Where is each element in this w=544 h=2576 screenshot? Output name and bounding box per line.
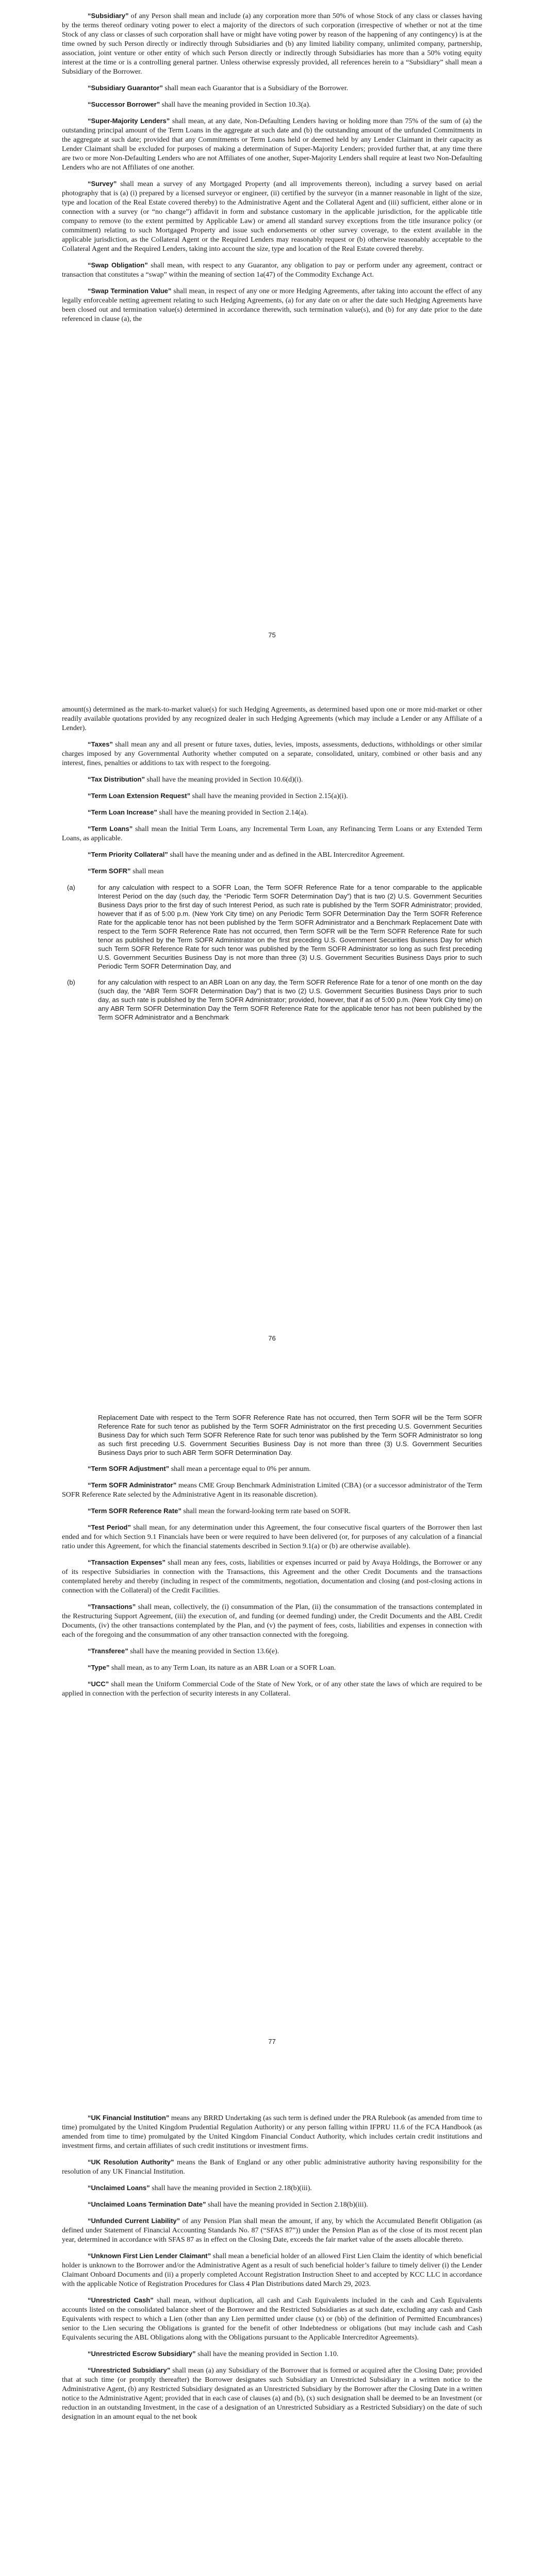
- definition-paragraph: [62, 261, 482, 279]
- definition-paragraph: [62, 867, 482, 876]
- subclause: [62, 978, 482, 1022]
- defined-term: “UK Financial Institution”: [88, 2114, 170, 2122]
- defined-term: “Successor Borrower”: [88, 100, 160, 108]
- defined-term: “Test Period”: [88, 1523, 131, 1531]
- definition-paragraph: [62, 2251, 482, 2289]
- definition-text: shall mean, with respect to any Guarantor, any obligation to pay or perform under any agreement, contract or transaction that constitutes a “swap” within the meaning of section 1a(47) of the Commodity Exchange Act.: [62, 262, 483, 279]
- page-78-content: [62, 2113, 482, 2429]
- definition-text: shall have the meaning provided in Section 2.18(b)(iii).: [206, 2201, 368, 2209]
- defined-term: “Subsidiary”: [88, 12, 129, 20]
- definition-paragraph: [62, 100, 482, 109]
- defined-term: “Taxes”: [88, 740, 113, 748]
- defined-term: “Term SOFR Reference Rate”: [88, 1507, 182, 1515]
- definition-text: shall mean a survey of any Mortgaged Property (and all improvements thereon), including a survey based on aerial photography that is (a) (i) prepared by a licensed surveyor or engineer, (ii) certified by the surveyor (in a manner reasonable in light of the size, type and location of the Real Estate covered thereby) to the Administrative Agent and the Collateral Agent and (iii) sufficient, either alone or in connection with a survey (or “no change”) affidavit in form and substance customary in the applicable jurisdiction, for the applicable title company to remove (to the extent permitted by Applicable Law) or amend all standard survey exceptions from the title insurance policy (or commitment) relating to such Mortgaged Property and issue such endorsements or other survey coverage, to the extent available in the applicable jurisdiction, as the Collateral Agent or the Required Lenders may reasonably request or (b) otherwise reasonably acceptable to the Collateral Agent and the Required Lenders, taking into account the size, type and location of the Real Estate covered thereby.: [62, 180, 482, 253]
- defined-term: “Unknown First Lien Lender Claimant”: [88, 2252, 211, 2260]
- page-76-content: [62, 705, 482, 1029]
- page-75-content: [62, 11, 482, 331]
- definition-text: means CME Group Benchmark Administration Limited (CBA) (or a successor administrator of the Term SOFR Reference Rate selected by the Administrative Agent in its reasonable discretion).: [62, 1482, 482, 1499]
- defined-term: “Unrestricted Cash”: [88, 2296, 154, 2304]
- page-number: 77: [268, 2038, 276, 2045]
- definition-paragraph: [62, 1558, 482, 1595]
- defined-term: “UCC”: [88, 1680, 109, 1688]
- definition-paragraph: [62, 824, 482, 843]
- definition-text: shall mean any fees, costs, liabilities or expenses incurred or paid by Avaya Holdings, the Borrower or any of its respective Subsidiaries in connection with the Transactions, this Agreement and the other Credit Documents and the transactions contemplated hereby and thereby (including in respect of the commitments, negotiation, documentation and closing (and post-closing actions in connection with the Collateral) of the Credit Facilities.: [62, 1559, 483, 1595]
- subclause-label: (a): [67, 884, 75, 891]
- definition-text: shall have the meaning provided in Section 2.14(a).: [157, 809, 308, 817]
- definition-text: shall mean, collectively, the (i) consummation of the Plan, (ii) the consummation of the transactions contemplated in the Restructuring Support Agreement, (iii) the execution of, and funding (or deemed funding) under, the Credit Documents and the ABL Credit Documents, (iv) the other transactions contemplated by the Plan, and (v) the payment of fees, costs, liabilities and expenses in connection with each of the foregoing and the consummation of any other transaction connected with the foregoing.: [62, 1603, 482, 1639]
- subclause-text: Replacement Date with respect to the Term SOFR Reference Rate has not occurred, then Term SOFR will be the Term SOFR Reference Rate for such tenor as published by the Term SOFR Administrator on the first preceding U.S. Government Securities Business Day for which such Term SOFR Reference Rate for such tenor was published by the Term SOFR Administrator so long as such first preceding U.S. Government Securities Business Day is not more than three (3) U.S. Government Securities Business Days prior to such ABR Term SOFR Determination Day.: [98, 1414, 482, 1456]
- definition-paragraph: [62, 83, 482, 93]
- definition-paragraph: [62, 116, 482, 172]
- page-number: 75: [268, 631, 276, 639]
- definition-text: shall mean any and all present or future taxes, duties, levies, imposts, assessments, deductions, withholdings or other similar charges imposed by any Governmental Authority whether computed on a separate, consolidated, unitary, combined or other basis and any interest, fines, penalties or additions to tax with respect to the foregoing.: [62, 741, 482, 767]
- defined-term: “Unfunded Current Liability”: [88, 2217, 180, 2225]
- defined-term: “Super-Majority Lenders”: [88, 117, 170, 125]
- definition-text: of any Person shall mean and include (a) any corporation more than 50% of whose Stock of any class or classes having by the terms thereof ordinary voting power to elect a majority of the directors of such corporation (irrespective of whether or not at the time Stock of any class or classes of such corporation shall have or might have voting power by reason of the happening of any contingency) is at the time owned by such Person directly or indirectly through Subsidiaries and (b) any limited liability company, unlimited company, partnership, association, joint venture or other entity of which such Person directly or indirectly through Subsidiaries has more than a 50% voting equity interest at the time or is a controlling general partner. Unless otherwise expressly provided, all references herein to a “Subsidiary” shall mean a Subsidiary of the Borrower.: [62, 12, 482, 76]
- defined-term: “Term Loans”: [88, 825, 133, 833]
- definition-text: shall mean: [130, 868, 164, 875]
- defined-term: “Term Priority Collateral”: [88, 851, 168, 858]
- definition-text: amount(s) determined as the mark-to-market value(s) for such Hedging Agreements, as determined based upon one or more mid-market or other readily available quotations provided by any recognized dealer in such Hedging Agreements (which may include a Lender or any Affiliate of a Lender).: [62, 706, 482, 732]
- definition-paragraph: [62, 2158, 482, 2176]
- definition-paragraph: [62, 2349, 482, 2359]
- definition-text: shall have the meaning provided in Section 2.18(b)(iii).: [150, 2184, 312, 2192]
- subclause-label: (b): [67, 978, 75, 986]
- defined-term: “Transferee”: [88, 1647, 128, 1655]
- definition-text: of any Pension Plan shall mean the amount, if any, by which the Accumulated Benefit Obligation (as defined under Statement of Financial Accounting Standards No. 87 (“SFAS 87”)) under the Pension Plan as of the close of its most recent plan year, determined in accordance with SFAS 87 as in effect on the Closing Date, exceeds the fair market value of the assets allocable thereto.: [62, 2217, 482, 2244]
- subclause-text: for any calculation with respect to an ABR Loan on any day, the Term SOFR Reference Rate for a tenor of one month on the day (such day, the “ABR Term SOFR Determination Day”) that is two (2) U.S. Government Securities Business Days prior to such day, as such rate is published by the Term SOFR Administrator; provided, however, that if as of 5:00 p.m. (New York City time) on any ABR Term SOFR Determination Day the Term SOFR Reference Rate for the applicable tenor has not been published by the Term SOFR Administrator and a Benchmark: [98, 978, 482, 1021]
- defined-term: “Term SOFR Adjustment”: [88, 1465, 170, 1472]
- definition-text: shall have the meaning provided in Section 2.15(a)(i).: [190, 792, 348, 800]
- definition-paragraph: [62, 2183, 482, 2193]
- definition-paragraph: [62, 705, 482, 733]
- definition-paragraph: [62, 2200, 482, 2209]
- defined-term: “Unclaimed Loans”: [88, 2184, 150, 2192]
- definition-paragraph: [62, 1647, 482, 1656]
- definition-paragraph: [62, 1602, 482, 1639]
- definition-paragraph: [62, 179, 482, 253]
- definition-paragraph: [62, 1464, 482, 1473]
- defined-term: “Tax Distribution”: [88, 775, 145, 783]
- defined-term: “Unrestricted Escrow Subsidiary”: [88, 2350, 196, 2358]
- defined-term: “Type”: [88, 1664, 110, 1671]
- definition-text: shall mean, as to any Term Loan, its nature as an ABR Loan or a SOFR Loan.: [109, 1664, 336, 1672]
- definition-text: means any BRRD Undertaking (as such term is defined under the PRA Rulebook (as amended from time to time) promulgated by the United Kingdom Prudential Regulation Authority) or any person falling within IFPRU 11.6 of the FCA Handbook (as amended from time to time) promulgated by the United Kingdom Financial Conduct Authority, which includes certain credit institutions and investment firms, and certain affiliates of such credit institutions or investment firms.: [62, 2114, 482, 2150]
- definition-paragraph: [62, 1523, 482, 1551]
- defined-term: “Survey”: [88, 180, 117, 188]
- definition-text: shall have the meaning provided in Section 10.3(a).: [160, 101, 311, 109]
- definition-text: shall mean, for any determination under this Agreement, the four consecutive fiscal quarters of the Borrower then last ended and for which Section 9.1 Financials have been or were required to have been delivered (or, for purposes of any calculation of a financial ratio under this Agreement, for which the financial statements described in Section 9.1(a) or (b) are otherwise available).: [62, 1524, 482, 1550]
- definition-paragraph: [62, 1506, 482, 1516]
- definition-paragraph: [62, 2113, 482, 2150]
- definition-paragraph: [62, 808, 482, 817]
- definition-text: shall mean, at any date, Non-Defaulting Lenders having or holding more than 75% of the sum of (a) the outstanding principal amount of the Term Loans in the aggregate at such date and (b) the outstanding amount of the unfunded Commitments in the aggregate at such date; provided that any Commitments or Term Loans held or deemed held by any Lender Claimant in their capacity as Lender Claimant shall be excluded for purposes of making a determination of Super-Majority Lenders; provided further that, at any time there are two or more Non-Defaulting Lenders who are not Affiliates of one another, Super-Majority Lenders shall require at least two Non-Defaulting Lenders who are not Affiliates of one another.: [62, 117, 482, 172]
- subclause: [62, 883, 482, 971]
- definition-paragraph: [62, 1663, 482, 1672]
- definition-text: shall have the meaning under and as defined in the ABL Intercreditor Agreement.: [168, 851, 405, 859]
- definition-paragraph: [62, 2296, 482, 2342]
- definition-paragraph: [62, 11, 482, 76]
- definition-text: means the Bank of England or any other public administrative authority having responsibility for the resolution of any UK Financial Institution.: [62, 2159, 483, 2176]
- definition-text: shall mean the Uniform Commercial Code of the State of New York, or of any other state the laws of which are required to be applied in connection with the perfection of security interests in any Collateral.: [62, 1681, 482, 1698]
- definition-paragraph: [62, 791, 482, 801]
- definition-text: shall mean the Initial Term Loans, any Incremental Term Loan, any Refinancing Term Loans or any Extended Term Loans, as applicable.: [62, 825, 483, 842]
- definition-paragraph: [62, 1481, 482, 1499]
- definition-paragraph: [62, 740, 482, 768]
- definition-text: shall have the meaning provided in Section 1.10.: [195, 2350, 339, 2358]
- defined-term: “Term SOFR”: [88, 867, 131, 875]
- definition-text: shall mean the forward-looking term rate based on SOFR.: [181, 1507, 351, 1515]
- definition-text: shall mean, without duplication, all cash and Cash Equivalents included in the cash and Cash Equivalents accounts listed on the consolidated balance sheet of the Borrower and the Restricted Subsidiaries as at such date, excluding any cash and Cash Equivalents with respect to which a Lien (other than any Lien permitted under clause (x) or (bb) of the definition of Permitted Encumbrances) senior to the Lien securing the Obligations is granted for the benefit of other Indebtedness or obligations (but may include cash and Cash Equivalents securing the ABL Obligations along with the Obligations pursuant to the Applicable Intercreditor Agreements).: [62, 2297, 482, 2342]
- defined-term: “UK Resolution Authority”: [88, 2158, 174, 2166]
- definition-paragraph: [62, 2216, 482, 2244]
- defined-term: “Unrestricted Subsidiary”: [88, 2366, 171, 2374]
- defined-term: “Transaction Expenses”: [88, 1558, 166, 1566]
- page-number: 76: [268, 1334, 276, 1342]
- defined-term: “Term Loan Increase”: [88, 808, 157, 816]
- defined-term: “Swap Termination Value”: [88, 287, 172, 295]
- definition-text: shall mean, in respect of any one or more Hedging Agreements, after taking into account the effect of any legally enforceable netting agreement relating to such Hedging Agreements, (a) for any date on or after the date such Hedging Agreements have been closed out and termination value(s) determined in accordance therewith, such termination value(s), and (b) for any date prior to the date referenced in clause (a), the: [62, 287, 482, 323]
- definition-paragraph: [62, 850, 482, 859]
- page-77-content: [62, 1413, 482, 1705]
- definition-paragraph: [62, 1680, 482, 1698]
- defined-term: “Transactions”: [88, 1603, 136, 1611]
- definition-text: shall mean each Guarantor that is a Subsidiary of the Borrower.: [162, 84, 349, 92]
- defined-term: “Term SOFR Administrator”: [88, 1481, 177, 1489]
- definition-paragraph: [62, 286, 482, 324]
- definition-text: shall have the meaning provided in Section 13.6(e).: [128, 1648, 279, 1655]
- definition-text: shall mean (a) any Subsidiary of the Borrower that is formed or acquired after the Closing Date; provided that at such time (or promptly thereafter) the Borrower designates such Subsidiary an Unrestricted Subsidiary in a written notice to the Administrative Agent, (b) any Restricted Subsidiary designated as an Unrestricted Subsidiary by the Borrower after the Closing Date in a written notice to the Administrative Agent; provided that in each case of clauses (a) and (b), (x) such designation shall be deemed to be an Investment (or reduction in an outstanding Investment, in the case of a designation of an Unrestricted Subsidiary as a Restricted Subsidiary) on the date of such designation in an amount equal to the net book: [62, 2367, 483, 2421]
- defined-term: “Term Loan Extension Request”: [88, 792, 191, 800]
- subclause-text: for any calculation with respect to a SOFR Loan, the Term SOFR Reference Rate for a tenor comparable to the applicable Interest Period on the day (such day, the “Periodic Term SOFR Determination Day”) that is two (2) U.S. Government Securities Business Days prior to the first day of such Interest Period, as such rate is published by the Term SOFR Administrator; provided, however that if as of 5:00 p.m. (New York City time) on any Periodic Term SOFR Determination Day the Term SOFR Reference Rate for the applicable tenor has not been published by the Term SOFR Administrator and a Benchmark Replacement Date with respect to the Term SOFR Reference Rate has not occurred, then Term SOFR will be the Term SOFR Reference Rate for such tenor as published by the Term SOFR Administrator on the first preceding U.S. Government Securities Business Day for which such Term SOFR Reference Rate for such tenor was published by the Term SOFR Administrator so long as such first preceding U.S. Government Securities Business Day is not more than three (3) U.S. Government Securities Business Days prior to such Periodic Term SOFR Determination Day, and: [98, 884, 482, 970]
- definition-text: shall mean a percentage equal to 0% per annum.: [169, 1465, 311, 1473]
- definition-paragraph: [62, 2366, 482, 2421]
- defined-term: “Swap Obligation”: [88, 261, 148, 269]
- definition-text: shall have the meaning provided in Section 10.6(d)(i).: [144, 776, 303, 784]
- continued-subclause: [62, 1413, 482, 1457]
- defined-term: “Unclaimed Loans Termination Date”: [88, 2200, 206, 2208]
- defined-term: “Subsidiary Guarantor”: [88, 84, 163, 92]
- definition-paragraph: [62, 775, 482, 784]
- definition-text: shall mean a beneficial holder of an allowed First Lien Claim the identity of which beneficial holder is unknown to the Borrower and/or the Administrative Agent as a result of such beneficial holder’s failure to timely deliver (i) the Lender Claimant Onboard Documents and (ii) a properly completed Account Registration Instruction Sheet to and accepted by KCC LLC in accordance with the applicable Notice of Registration Procedures for Class 4 Plan Distributions dated March 29, 2023.: [62, 2252, 482, 2288]
